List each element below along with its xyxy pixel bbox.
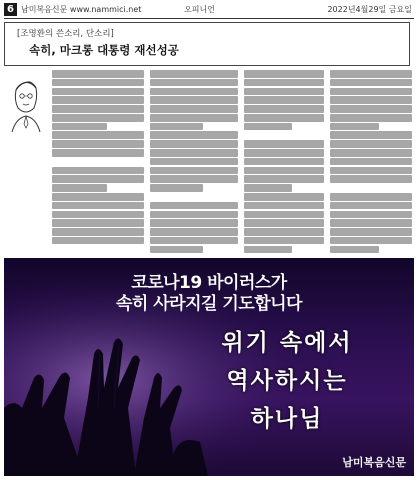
body-text-line — [244, 184, 292, 192]
body-text-line — [244, 123, 292, 131]
body-text-line — [244, 167, 324, 175]
body-text-line — [330, 88, 412, 96]
body-text-line — [52, 158, 144, 166]
body-text-line — [150, 211, 238, 219]
body-text-line — [52, 140, 144, 148]
headline-box — [4, 22, 410, 66]
body-text-line — [244, 228, 324, 236]
body-text-line — [52, 149, 144, 157]
body-text-line — [244, 105, 324, 113]
body-text-line — [52, 237, 144, 245]
body-text-line — [52, 167, 144, 175]
body-text-line — [330, 131, 412, 139]
body-text-line — [150, 219, 238, 227]
body-text-line — [330, 175, 412, 183]
body-text-line — [330, 114, 412, 122]
body-text-line — [330, 140, 412, 148]
body-text-line — [52, 105, 144, 113]
body-text-line — [330, 246, 379, 254]
body-text-line — [52, 70, 144, 78]
article-title: 속히, 마크롱 대통령 재선성공 — [29, 43, 179, 57]
page-number: 6 — [4, 3, 17, 16]
body-text-line — [330, 158, 412, 166]
body-text-line — [244, 158, 324, 166]
body-text-line — [52, 184, 107, 192]
body-text-line — [52, 193, 144, 201]
body-text-line — [52, 123, 107, 131]
body-text-line — [52, 175, 144, 183]
body-text-line — [330, 79, 412, 87]
body-text-line — [244, 202, 324, 210]
body-text-line — [150, 114, 238, 122]
body-text-line — [150, 175, 238, 183]
body-text-line — [150, 149, 238, 157]
body-text-line — [150, 228, 238, 236]
body-text-line — [330, 219, 412, 227]
body-text-line — [150, 246, 203, 254]
body-text-line — [330, 96, 412, 104]
body-text-line — [52, 211, 144, 219]
body-text-line — [150, 123, 203, 131]
body-text-line — [244, 140, 324, 148]
body-text-line — [244, 237, 324, 245]
body-text-line — [330, 123, 379, 131]
page-header — [4, 3, 414, 17]
body-text-line — [330, 105, 412, 113]
author-portrait — [4, 70, 48, 140]
banner-slogan-1: 위기 속에서 — [221, 330, 353, 356]
body-text-line — [52, 96, 144, 104]
body-text-line — [330, 211, 412, 219]
column-kicker: [조명환의 쓴소리, 단소리] — [17, 29, 114, 39]
paper-name: 남미복음신문 www.nammici.net — [21, 5, 142, 14]
body-text-line — [330, 167, 412, 175]
body-text-line — [244, 175, 324, 183]
body-text-line — [330, 228, 412, 236]
banner-slogan-2: 역사하시는 — [226, 368, 348, 394]
body-text-line — [330, 70, 412, 78]
body-text-line — [150, 237, 238, 245]
body-column-3 — [244, 70, 324, 254]
body-text-line — [244, 211, 324, 219]
body-text-line — [52, 202, 144, 210]
header-rule — [4, 18, 414, 19]
body-text-line — [150, 131, 238, 139]
body-text-line — [150, 202, 238, 210]
section-name: 오피니언 — [184, 5, 215, 14]
body-text-line — [150, 158, 238, 166]
banner-line-2: 속히 사라지길 기도합니다 — [116, 294, 302, 314]
body-text-line — [244, 96, 324, 104]
body-text-line — [150, 88, 238, 96]
body-text-line — [244, 193, 324, 201]
body-text-line — [150, 167, 238, 175]
body-text-line — [52, 228, 144, 236]
body-text-line — [330, 193, 412, 201]
body-text-line — [150, 193, 238, 201]
body-text-line — [150, 70, 238, 78]
body-text-line — [244, 79, 324, 87]
body-text-line — [52, 114, 144, 122]
prayer-banner — [4, 258, 414, 476]
body-text-line — [244, 149, 324, 157]
body-column-2 — [150, 70, 238, 254]
body-text-line — [330, 184, 379, 192]
body-text-line — [150, 105, 238, 113]
issue-date: 2022년4월29일 금요일 — [327, 5, 412, 14]
body-text-line — [244, 88, 324, 96]
body-column-1 — [52, 70, 144, 254]
body-text-line — [52, 88, 144, 96]
body-column-4 — [330, 70, 412, 254]
banner-signature: 남미복음신문 — [342, 456, 406, 469]
body-text-line — [244, 219, 324, 227]
body-text-line — [150, 79, 238, 87]
banner-slogan-3: 하나님 — [250, 406, 324, 432]
body-text-line — [244, 131, 324, 139]
body-text-line — [330, 237, 412, 245]
body-text-line — [52, 219, 144, 227]
banner-line-1: 코로나19 바이러스가 — [131, 273, 287, 293]
body-text-line — [244, 246, 292, 254]
body-text-line — [330, 202, 412, 210]
body-text-line — [330, 149, 412, 157]
body-text-line — [150, 96, 238, 104]
body-text-line — [150, 184, 203, 192]
body-text-line — [244, 114, 324, 122]
body-text-line — [150, 140, 238, 148]
body-text-line — [52, 79, 144, 87]
body-text-line — [52, 131, 144, 139]
body-text-line — [244, 70, 324, 78]
